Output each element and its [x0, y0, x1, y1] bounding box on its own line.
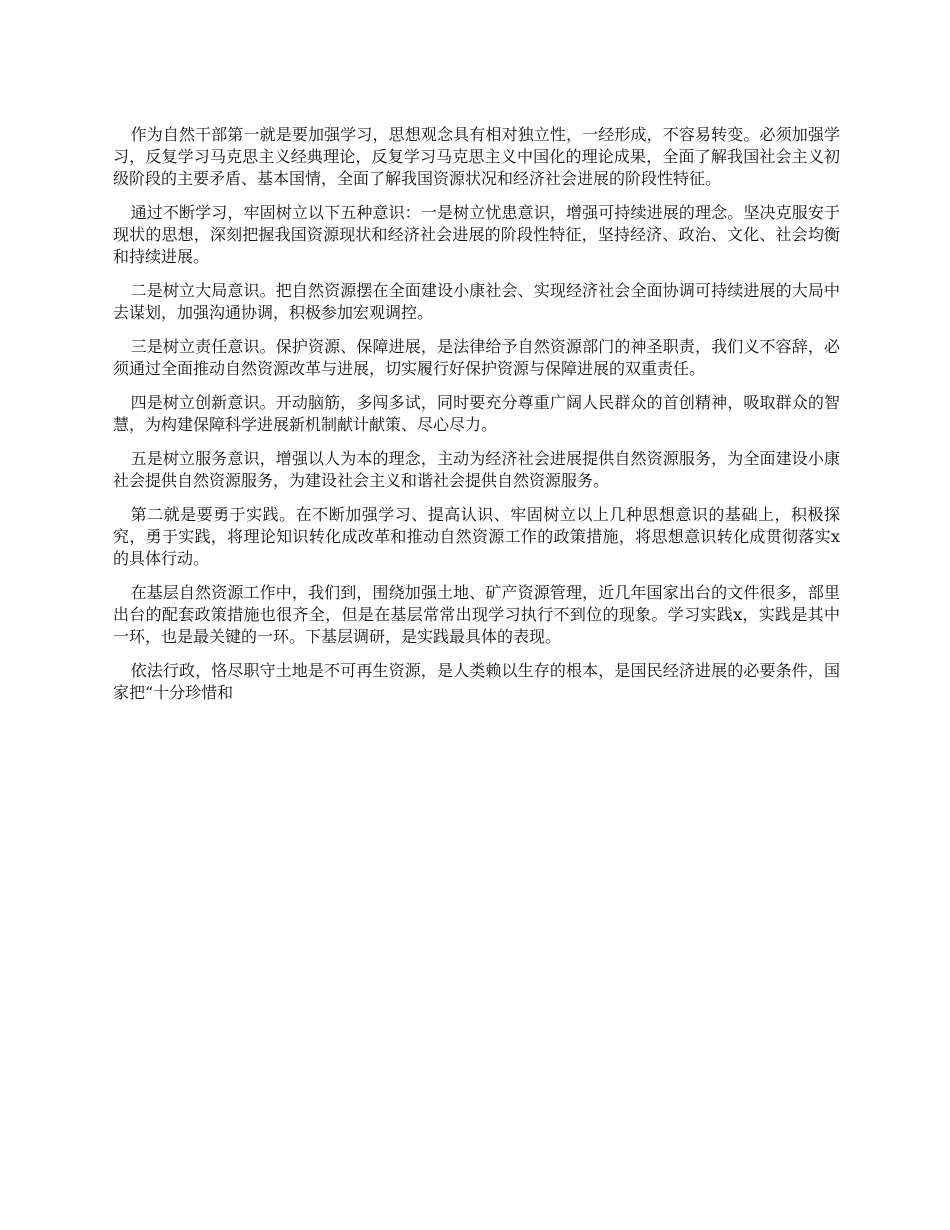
paragraph-5: 四是树立创新意识。开动脑筋，多闯多试，同时要充分尊重广阔人民群众的首创精神，吸取群众的智慧，为构建保障科学进展新机制献计献策、尽心尽力。	[113, 393, 840, 434]
paragraph-2: 通过不断学习，牢固树立以下五种意识：一是树立忧患意识，增强可持续进展的理念。坚决克服安于现状的思想，深刻把握我国资源现状和经济社会进展的阶段性特征，坚持经济、政治、文化、社会均衡和持续进展。	[113, 203, 840, 266]
paragraph-1: 作为自然干部第一就是要加强学习，思想观念具有相对独立性，一经形成，不容易转变。必须加强学习，反复学习马克思主义经典理论，反复学习马克思主义中国化的理论成果，全面了解我国社会主义初级阶段的主要矛盾、基本国情，全面了解我国资源状况和经济社会进展的阶段性特征。	[113, 125, 840, 188]
paragraph-4: 三是树立责任意识。保护资源、保障进展，是法律给予自然资源部门的神圣职责，我们义不容辞，必须通过全面推动自然资源改革与进展，切实履行好保护资源与保障进展的双重责任。	[113, 337, 840, 378]
paragraph-6: 五是树立服务意识，增强以人为本的理念，主动为经济社会进展提供自然资源服务，为全面建设小康社会提供自然资源服务，为建设社会主义和谐社会提供自然资源服务。	[113, 449, 840, 490]
paragraph-8: 在基层自然资源工作中，我们到，围绕加强土地、矿产资源管理，近几年国家出台的文件很多，部里出台的配套政策措施也很齐全，但是在基层常常出现学习执行不到位的现象。学习实践x，实践是其中一环，也是最关键的一环。下基层调研，是实践最具体的表现。	[113, 583, 840, 646]
paragraph-9: 依法行政，恪尽职守土地是不可再生资源，是人类赖以生存的根本，是国民经济进展的必要条件，国家把“十分珍惜和	[113, 661, 840, 702]
paragraph-3: 二是树立大局意识。把自然资源摆在全面建设小康社会、实现经济社会全面协调可持续进展的大局中去谋划，加强沟通协调，积极参加宏观调控。	[113, 281, 840, 322]
paragraph-7: 第二就是要勇于实践。在不断加强学习、提高认识、牢固树立以上几种思想意识的基础上，积极探究，勇于实践，将理论知识转化成改革和推动自然资源工作的政策措施，将思想意识转化成贯彻落实x的具体行动。	[113, 505, 840, 568]
document-body	[113, 124, 840, 716]
